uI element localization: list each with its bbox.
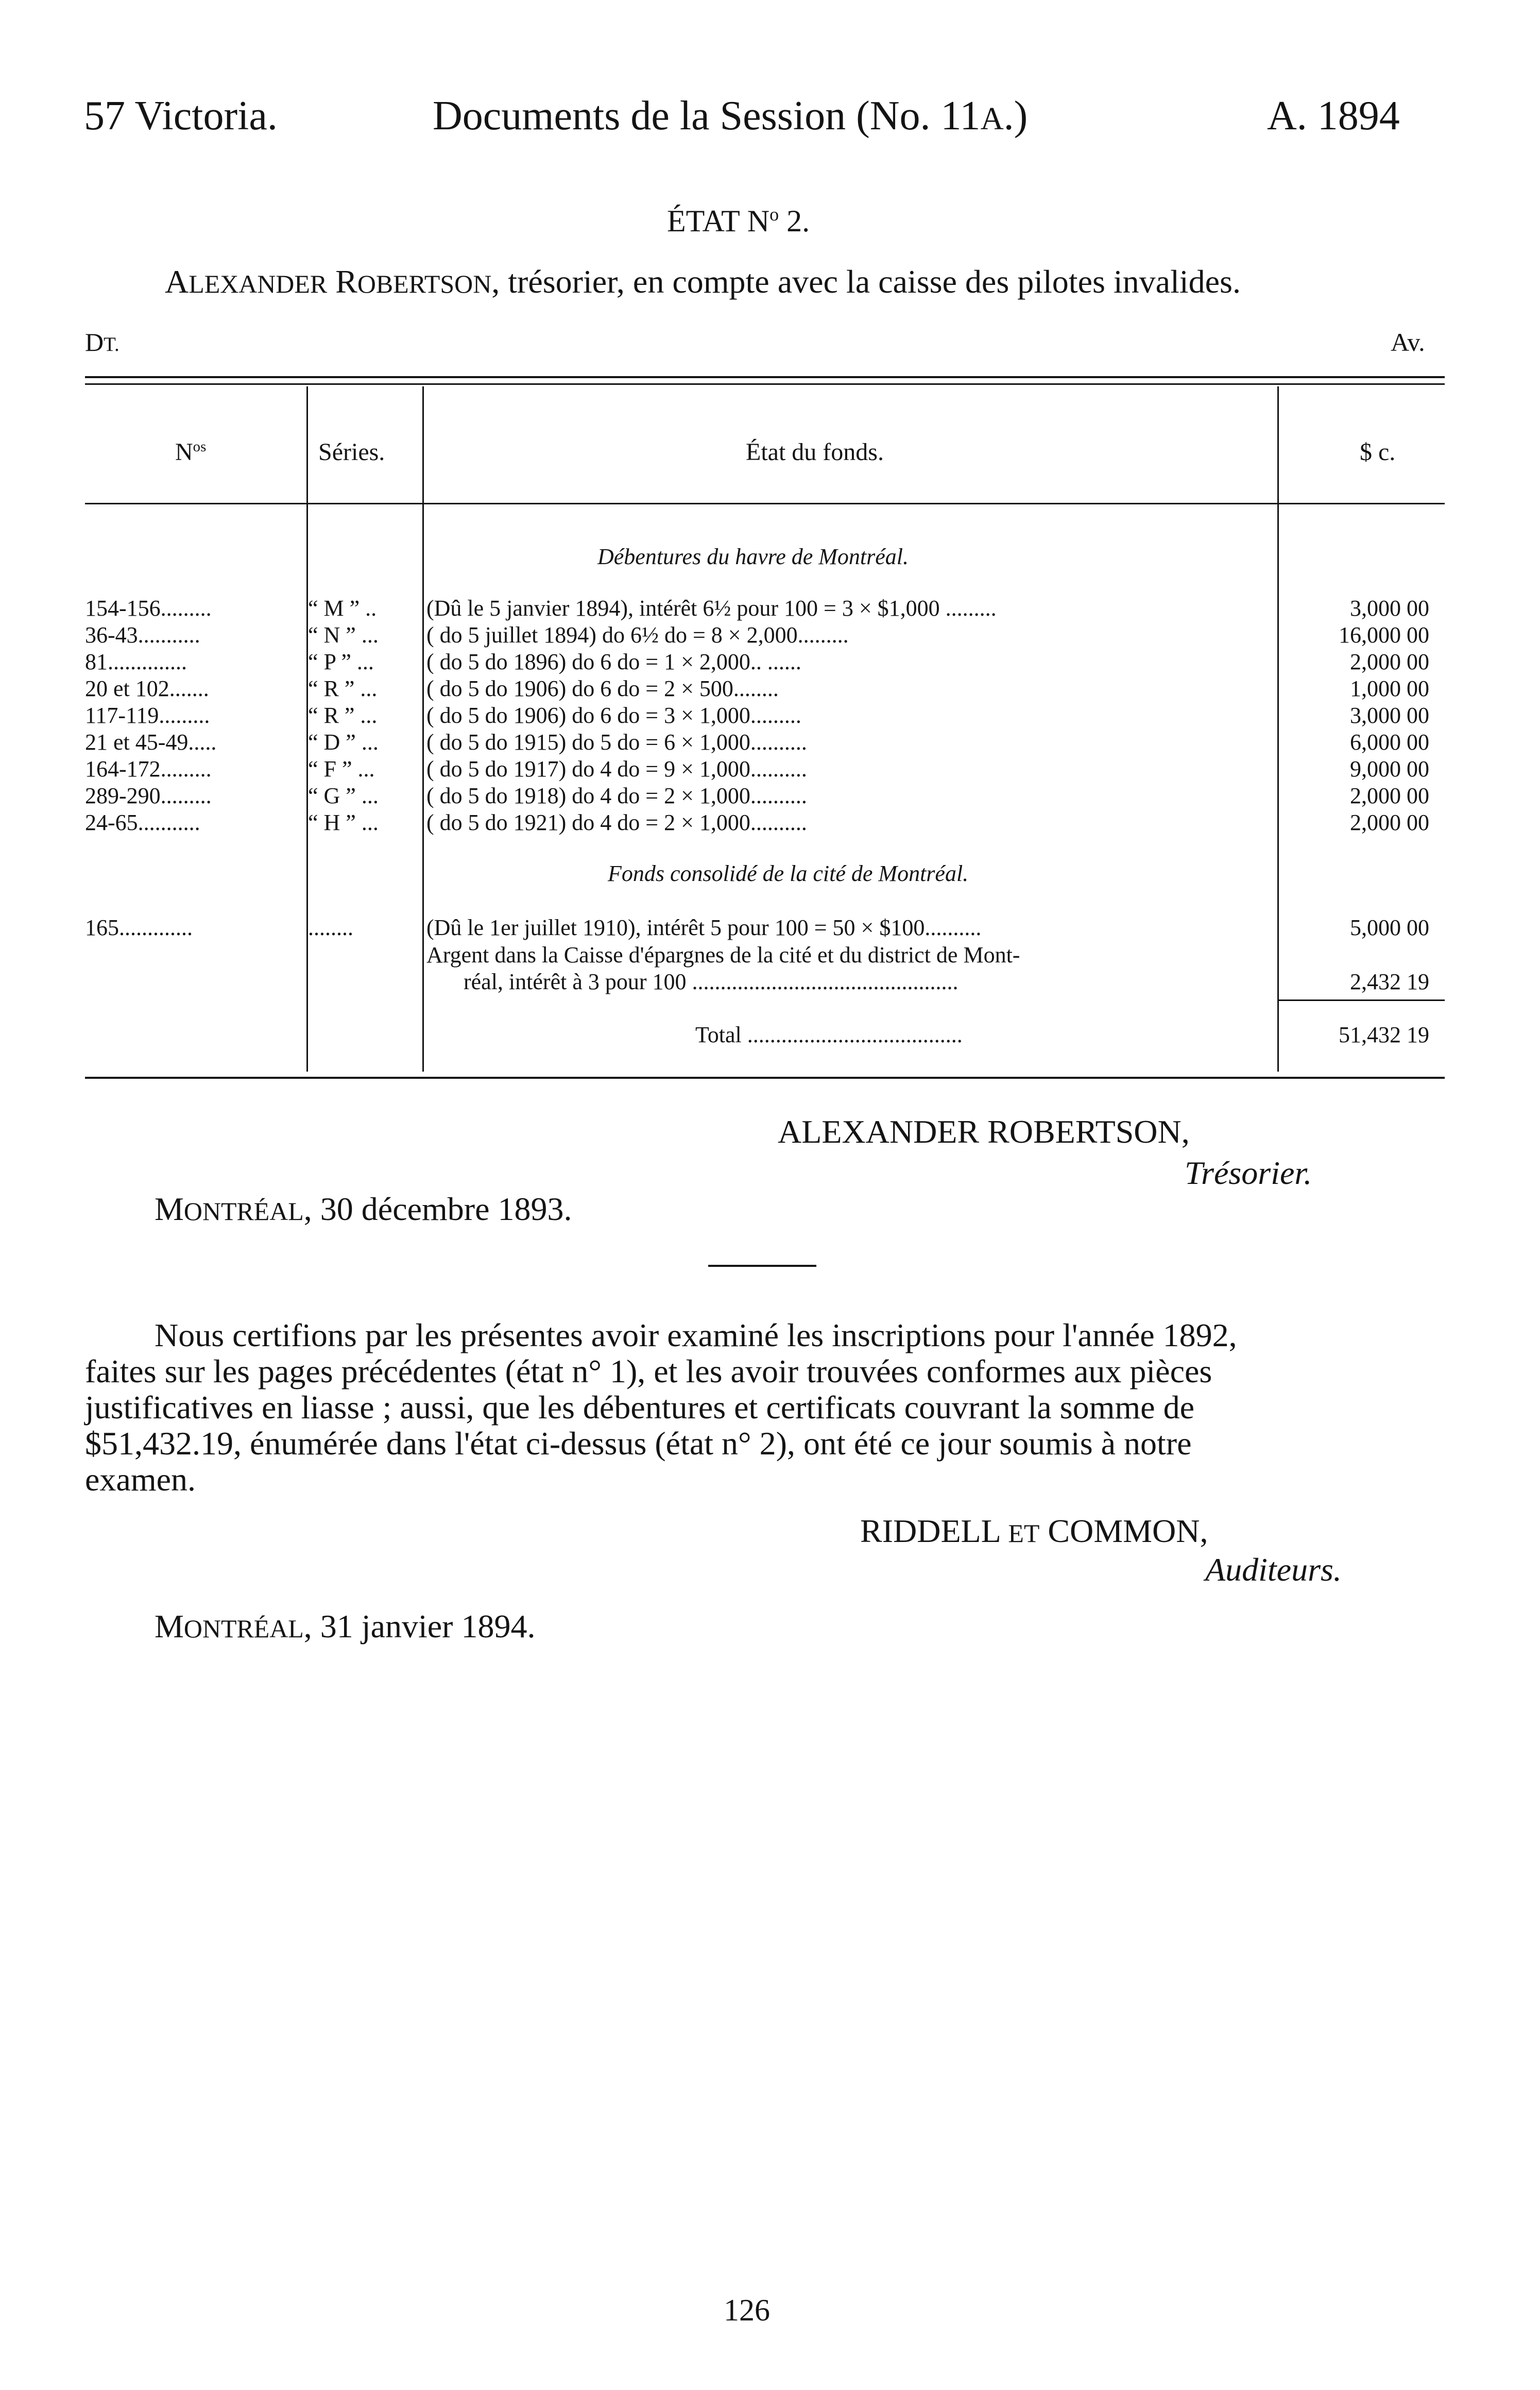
col-header-series: Séries. xyxy=(318,438,385,466)
row-amount: 9,000 00 xyxy=(1350,756,1429,782)
statement-title-number: 2. xyxy=(779,204,810,238)
auditors-title: Auditeurs. xyxy=(1205,1551,1342,1588)
table-header-rule xyxy=(85,503,1445,504)
row-series: “ R ” ... xyxy=(308,676,378,701)
debit-small: T. xyxy=(104,333,119,355)
row-description: ( do 5 do 1921) do 4 do = 2 × 1,000.......... xyxy=(426,810,807,835)
total-label: Total ...................................... xyxy=(695,1022,963,1047)
header-title-text: Documents de la Session (No. 11 xyxy=(433,93,981,139)
row-description: ( do 5 juillet 1894) do 6½ do = 8 × 2,000......... xyxy=(426,622,849,648)
col-divider-3 xyxy=(1277,386,1279,1072)
row-numbers: 81.............. xyxy=(85,649,187,674)
row-numbers: 21 et 45-49..... xyxy=(85,730,217,755)
certification-line: examen. xyxy=(85,1461,196,1498)
debit-label xyxy=(85,327,119,357)
date2-cap: M xyxy=(155,1608,184,1645)
row-description: (Dû le 1er juillet 1910), intérêt 5 pour 100 = 50 × $100.......... xyxy=(426,915,982,940)
row-amount: 2,000 00 xyxy=(1350,783,1429,808)
subtitle-cap-r: R xyxy=(327,263,357,300)
subtitle-cap-a: A xyxy=(165,263,189,300)
row-series: “ F ” ... xyxy=(308,756,375,782)
table-top-rule-2 xyxy=(85,383,1445,385)
table-top-rule-1 xyxy=(85,376,1445,378)
row-numbers: 36-43........... xyxy=(85,622,200,648)
row-numbers: 154-156......... xyxy=(85,596,212,621)
row-amount: 3,000 00 xyxy=(1350,596,1429,621)
row-description: ( do 5 do 1906) do 6 do = 2 × 500........ xyxy=(426,676,779,701)
certification-line: justificatives en liasse ; aussi, que les débentures et certificats couvrant la somme de xyxy=(85,1389,1194,1426)
row-description: ( do 5 do 1917) do 4 do = 9 × 1,000.......... xyxy=(426,756,807,782)
col-header-n: N xyxy=(175,438,193,466)
date1-cap: M xyxy=(155,1191,184,1227)
statement-subtitle xyxy=(165,263,1241,301)
row-numbers: 20 et 102....... xyxy=(85,676,209,701)
auditors-name xyxy=(860,1512,1208,1550)
row-numbers: 289-290......... xyxy=(85,783,212,808)
subtitle-obertson: OBERTSON xyxy=(357,270,492,298)
auditors-name-2: COMMON, xyxy=(1039,1513,1208,1549)
row-savings-description-1: Argent dans la Caisse d'épargnes de la cité et du district de Mont- xyxy=(426,942,1020,968)
treasurer-title: Trésorier. xyxy=(1185,1155,1312,1191)
row-amount: 1,000 00 xyxy=(1350,676,1429,701)
certification-line: Nous certifions par les présentes avoir examiné les inscriptions pour l'année 1892, xyxy=(155,1317,1237,1353)
row-series: “ D ” ... xyxy=(308,730,379,755)
header-year: A. 1894 xyxy=(1267,93,1400,139)
page-number: 126 xyxy=(724,2293,770,2327)
row-description: (Dû le 5 janvier 1894), intérêt 6½ pour 100 = 3 × $1,000 ......... xyxy=(426,596,997,621)
row-amount: 6,000 00 xyxy=(1350,730,1429,755)
credit-label: Av. xyxy=(1391,328,1425,357)
header-session-year: 57 Victoria. xyxy=(84,93,278,139)
certification-line: faites sur les pages précédentes (état n° 1), et les avoir trouvées conformes aux pièces xyxy=(85,1353,1212,1389)
row-series: “ G ” ... xyxy=(308,783,379,808)
row-amount: 2,432 19 xyxy=(1350,969,1429,994)
subtitle-lexander: LEXANDER xyxy=(189,270,328,298)
col-header-fund-state: État du fonds. xyxy=(746,438,884,466)
treasurer-name: ALEXANDER ROBERTSON, xyxy=(778,1113,1190,1150)
row-amount: 2,000 00 xyxy=(1350,649,1429,674)
statement-title-sup: o xyxy=(769,204,779,225)
total-amount: 51,432 19 xyxy=(1339,1022,1429,1047)
row-series: “ P ” ... xyxy=(308,649,374,674)
header-document-title xyxy=(433,93,1028,140)
row-amount: 2,000 00 xyxy=(1350,810,1429,835)
col-divider-2 xyxy=(422,386,424,1072)
row-numbers: 165............. xyxy=(85,915,193,940)
date2-small: ONTRÉAL xyxy=(183,1615,304,1643)
date-december-1893 xyxy=(155,1190,572,1228)
row-series: “ H ” ... xyxy=(308,810,379,835)
debit-cap: D xyxy=(85,328,104,357)
section-harbour-debentures: Débentures du havre de Montréal. xyxy=(597,544,909,569)
section-divider xyxy=(708,1265,816,1267)
section-consolidated-fund: Fonds consolidé de la cité de Montréal. xyxy=(608,861,969,886)
col-header-amount: $ c. xyxy=(1360,438,1396,466)
total-rule xyxy=(1277,999,1445,1001)
auditors-name-1: RIDDELL xyxy=(860,1513,1008,1549)
row-numbers: 24-65........... xyxy=(85,810,200,835)
header-title-end: .) xyxy=(1003,93,1028,139)
row-series: “ M ” .. xyxy=(308,596,377,621)
date1-rest: , 30 décembre 1893. xyxy=(303,1191,572,1227)
col-header-numbers xyxy=(175,438,206,466)
date-january-1894 xyxy=(155,1607,535,1646)
row-amount: 3,000 00 xyxy=(1350,703,1429,728)
row-amount: 5,000 00 xyxy=(1350,915,1429,940)
row-amount: 16,000 00 xyxy=(1339,622,1429,648)
table-bottom-rule xyxy=(85,1077,1445,1079)
statement-title-label: ÉTAT N xyxy=(667,204,770,238)
row-savings-description-2: réal, intérêt à 3 pour 100 ............................................... xyxy=(464,969,959,994)
auditors-et: ET xyxy=(1008,1519,1040,1548)
statement-title xyxy=(667,204,810,239)
col-header-os: os xyxy=(193,438,207,455)
row-series: “ R ” ... xyxy=(308,703,378,728)
row-description: ( do 5 do 1918) do 4 do = 2 × 1,000.......... xyxy=(426,783,807,808)
row-numbers: 164-172......... xyxy=(85,756,212,782)
subtitle-rest: , trésorier, en compte avec la caisse des pilotes invalides. xyxy=(491,263,1241,300)
row-series: “ N ” ... xyxy=(308,622,379,648)
row-series: ........ xyxy=(308,915,353,940)
row-description: ( do 5 do 1896) do 6 do = 1 × 2,000.. ...... xyxy=(426,649,801,674)
date2-rest: , 31 janvier 1894. xyxy=(303,1608,536,1645)
header-title-small: A xyxy=(980,101,1004,137)
row-numbers: 117-119......... xyxy=(85,703,210,728)
certification-line: $51,432.19, énumérée dans l'état ci-dessus (état n° 2), ont été ce jour soumis à notre xyxy=(85,1425,1192,1462)
date1-small: ONTRÉAL xyxy=(183,1197,304,1226)
row-description: ( do 5 do 1906) do 6 do = 3 × 1,000......... xyxy=(426,703,801,728)
row-description: ( do 5 do 1915) do 5 do = 6 × 1,000.......... xyxy=(426,730,807,755)
